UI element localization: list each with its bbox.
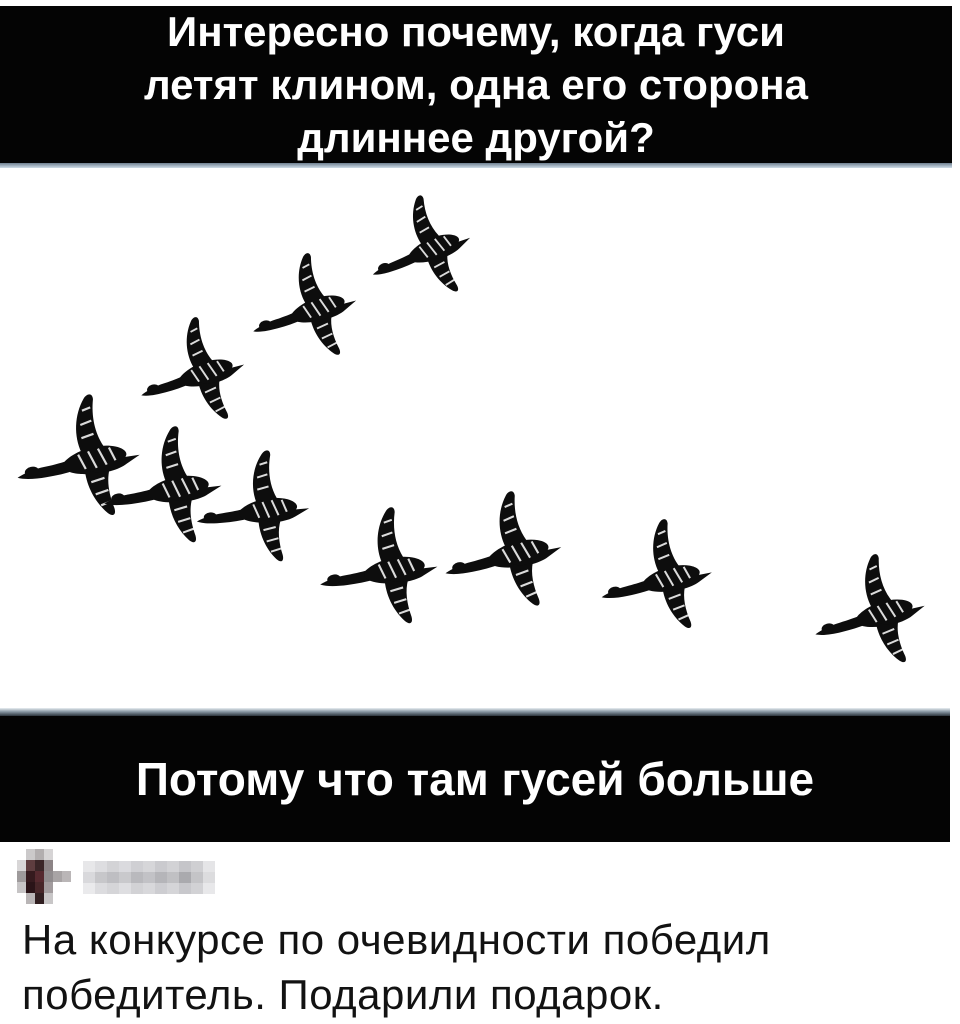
pixel-block (107, 872, 119, 883)
goose (319, 505, 439, 624)
pixel-block (53, 860, 62, 871)
pixel-block (119, 872, 131, 883)
pixel-block (62, 893, 71, 904)
commenter-avatar-pixelated (17, 849, 71, 904)
goose (810, 551, 928, 668)
question-bar (0, 6, 952, 163)
goose (443, 490, 563, 609)
question-line-2: летят клином, одна его сторона (143, 61, 808, 108)
pixel-block (35, 849, 44, 860)
pixel-block (167, 872, 179, 883)
geese-group (18, 188, 929, 668)
pixel-block (26, 871, 35, 882)
answer-text: Потому что там гусей больше (135, 753, 815, 805)
pixel-block (191, 883, 203, 894)
pixel-block (83, 872, 95, 883)
pixel-block (167, 861, 179, 872)
pixel-block (44, 882, 53, 893)
goose (103, 424, 223, 543)
pixel-block (83, 861, 95, 872)
pixel-block (17, 893, 26, 904)
pixel-block (26, 849, 35, 860)
pixel-block (179, 883, 191, 894)
answer-bar (0, 716, 950, 842)
pixel-block (203, 883, 215, 894)
pixel-block (107, 861, 119, 872)
pixel-block (83, 883, 95, 894)
pixel-block (95, 883, 107, 894)
pixel-block (44, 860, 53, 871)
pixel-block (119, 861, 131, 872)
pixel-block (26, 882, 35, 893)
pixel-block (95, 861, 107, 872)
pixel-block (53, 882, 62, 893)
pixel-block (191, 872, 203, 883)
pixel-block (155, 861, 167, 872)
geese-v-formation-illustration (0, 167, 960, 708)
pixel-block (26, 893, 35, 904)
pixel-block (131, 883, 143, 894)
pixel-block (107, 883, 119, 894)
pixel-block (26, 860, 35, 871)
pixel-block (53, 871, 62, 882)
question-line-3: длиннее другой? (297, 114, 655, 161)
pixel-block (35, 860, 44, 871)
goose (195, 446, 313, 563)
pixel-block (17, 871, 26, 882)
pixel-block (191, 861, 203, 872)
goose (599, 518, 714, 632)
pixel-block (44, 849, 53, 860)
comment-line-1: На конкурсе по очевидности победил (22, 916, 771, 963)
pixel-block (203, 861, 215, 872)
pixel-block (143, 861, 155, 872)
pixel-block (95, 872, 107, 883)
pixel-block (167, 883, 179, 894)
goose (134, 313, 250, 428)
pixel-block (119, 883, 131, 894)
pixel-block (143, 883, 155, 894)
pixel-block (53, 893, 62, 904)
pixel-block (203, 872, 215, 883)
pixel-block (62, 860, 71, 871)
pixel-block (62, 849, 71, 860)
comment-line-2: победитель. Подарили подарок. (22, 971, 664, 1018)
bottom-bar-top-edge (0, 708, 950, 716)
pixel-block (179, 861, 191, 872)
pixel-block (131, 872, 143, 883)
commenter-username-blurred (83, 861, 215, 894)
comment-text (22, 912, 771, 1022)
goose (361, 188, 479, 305)
pixel-block (131, 861, 143, 872)
question-line-1: Интересно почему, когда гуси (167, 8, 785, 55)
pixel-block (62, 882, 71, 893)
pixel-block (179, 872, 191, 883)
pixel-block (17, 849, 26, 860)
pixel-block (143, 872, 155, 883)
pixel-block (44, 871, 53, 882)
pixel-block (53, 849, 62, 860)
pixel-block (17, 860, 26, 871)
pixel-block (155, 883, 167, 894)
pixel-block (17, 882, 26, 893)
pixel-block (35, 893, 44, 904)
pixel-block (155, 872, 167, 883)
goose (246, 249, 362, 364)
pixel-block (44, 893, 53, 904)
pixel-block (62, 871, 71, 882)
pixel-block (35, 882, 44, 893)
pixel-block (35, 871, 44, 882)
